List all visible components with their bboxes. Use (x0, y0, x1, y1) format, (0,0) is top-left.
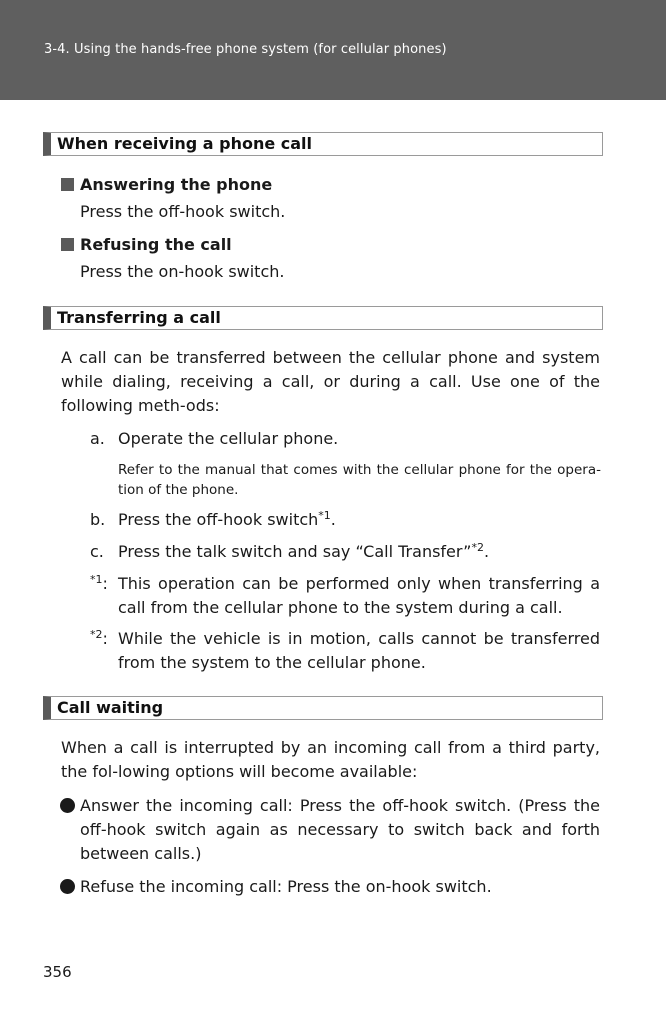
section-heading-receiving (43, 132, 603, 156)
bullet-text: Refuse the incoming call: Press the on-hook switch. (80, 877, 492, 896)
refusing-text: Press the on-hook switch. (80, 262, 285, 281)
waiting-intro: When a call is interrupted by an incoming call from a third party, the fol-lowing options will become available: (61, 738, 600, 781)
list-item-text: Operate the cellular phone. (118, 429, 339, 448)
square-bullet-icon (61, 238, 74, 251)
list-label: a. (90, 429, 105, 448)
item-a-note: Refer to the manual that comes with the cellular phone for the opera-tion of the phone. (118, 462, 601, 498)
section-heading-waiting (43, 696, 603, 720)
subheading-refusing: Refusing the call (61, 235, 232, 254)
footnote-text: This operation can be performed only when transferring a call from the cellular phone to the system during a call. (118, 574, 600, 617)
list-item-text: Press the talk switch and say “Call Transfer”$^{*2}$. (118, 541, 490, 561)
footnote-text: While the vehicle is in motion, calls cannot be transferred from the system to the cellular phone. (118, 629, 600, 672)
list-label: c. (90, 542, 104, 561)
section-heading-transferring (43, 306, 603, 330)
list-label: b. (90, 510, 106, 529)
bullet-icon (60, 879, 75, 894)
bullet-text: Answer the incoming call: Press the off-hook switch. (Press the off-hook switch again as necessary to switch back and forth between calls.) (80, 796, 600, 863)
footnote-ref: *2 (471, 541, 484, 554)
footnote-ref: *1 (318, 509, 331, 522)
section-title: Call waiting (57, 698, 164, 717)
section-title: Transferring a call (57, 308, 221, 327)
list-item-text: Press the off-hook switch$^{*1}$. (118, 509, 336, 529)
square-bullet-icon (61, 178, 74, 191)
answering-text: Press the off-hook switch. (80, 202, 286, 221)
subheading-answering: Answering the phone (61, 175, 272, 194)
page-number: 356 (43, 963, 72, 981)
footnote-mark: $^{*2}$: (90, 628, 108, 648)
footnote-mark: $^{*1}$: (90, 573, 108, 593)
page-header (0, 0, 666, 100)
transfer-intro: A call can be transferred between the cellular phone and system while dialing, receiving a call, or during a call. Use one of the following meth-ods: (61, 348, 600, 415)
bullet-icon (60, 798, 75, 813)
section-title: When receiving a phone call (57, 134, 313, 153)
breadcrumb: 3-4. Using the hands-free phone system (for cellular phones) (44, 42, 447, 57)
